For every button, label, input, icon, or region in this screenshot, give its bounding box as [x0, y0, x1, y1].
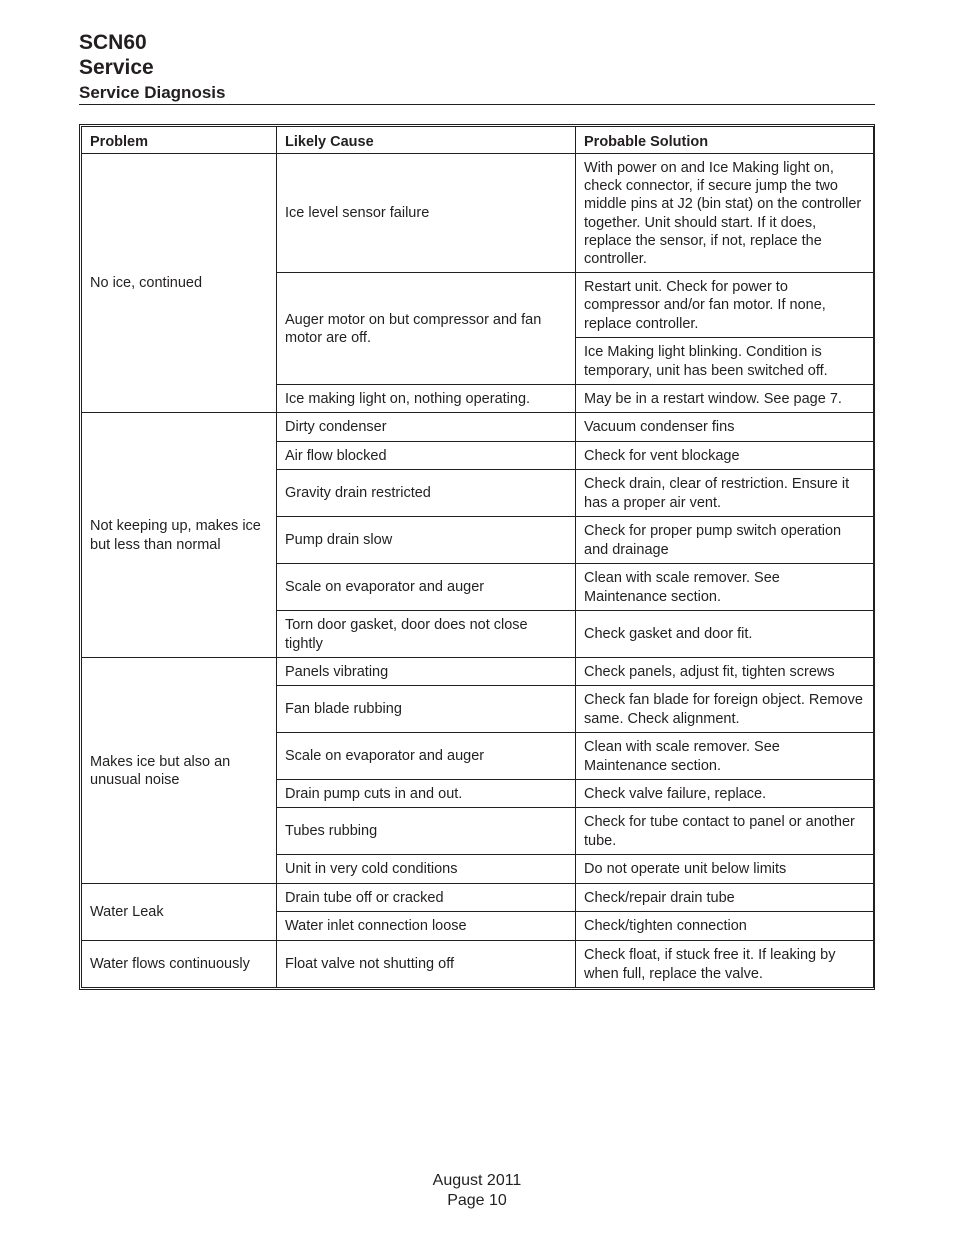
document-section: Service [79, 56, 154, 79]
column-header-cause: Likely Cause [277, 127, 576, 154]
probable-solution-cell: Clean with scale remover. See Maintenance section. [576, 733, 874, 780]
probable-solution-cell: Check gasket and door fit. [576, 611, 874, 658]
likely-cause-cell: Scale on evaporator and auger [277, 733, 576, 780]
probable-solution-cell: Clean with scale remover. See Maintenance section. [576, 564, 874, 611]
probable-solution-cell: Do not operate unit below limits [576, 855, 874, 884]
likely-cause-cell: Scale on evaporator and auger [277, 564, 576, 611]
probable-solution-cell: Check for proper pump switch operation and drainage [576, 517, 874, 564]
likely-cause-cell: Auger motor on but compressor and fan motor are off. [277, 273, 576, 385]
probable-solution-cell: Check panels, adjust fit, tighten screws [576, 658, 874, 686]
likely-cause-cell: Torn door gasket, door does not close tightly [277, 611, 576, 658]
likely-cause-cell: Drain tube off or cracked [277, 884, 576, 912]
column-header-solution: Probable Solution [576, 127, 874, 154]
likely-cause-cell: Air flow blocked [277, 442, 576, 470]
probable-solution-cell: Check valve failure, replace. [576, 780, 874, 808]
likely-cause-cell: Water inlet connection loose [277, 912, 576, 941]
problem-cell: No ice, continued [82, 154, 277, 413]
probable-solution-cell: Check/tighten connection [576, 912, 874, 941]
probable-solution-cell: Check/repair drain tube [576, 884, 874, 912]
probable-solution-cell: Ice Making light blinking. Condition is temporary, unit has been switched off. [576, 338, 874, 385]
likely-cause-cell: Pump drain slow [277, 517, 576, 564]
likely-cause-cell: Float valve not shutting off [277, 941, 576, 988]
document-model: SCN60 [79, 31, 147, 54]
probable-solution-cell: Check float, if stuck free it. If leaking by when full, replace the valve. [576, 941, 874, 988]
probable-solution-cell: Check fan blade for foreign object. Remove same. Check alignment. [576, 686, 874, 733]
table-row [82, 658, 874, 686]
likely-cause-cell: Ice making light on, nothing operating. [277, 385, 576, 413]
table-row [82, 154, 874, 273]
probable-solution-cell: With power on and Ice Making light on, check connector, if secure jump the two middle pins at J2 (bin stat) on the controller together. Unit should start. If it does, replace the sensor, if not, replace the controller. [576, 154, 874, 273]
probable-solution-cell: May be in a restart window. See page 7. [576, 385, 874, 413]
problem-cell: Not keeping up, makes ice but less than normal [82, 413, 277, 658]
problem-cell: Water flows continuously [82, 941, 277, 988]
problem-cell: Water Leak [82, 884, 277, 941]
diagnosis-table [81, 126, 874, 988]
footer-page-number: Page 10 [447, 1192, 507, 1209]
table-header-row [82, 127, 874, 154]
diagnosis-table-frame [79, 124, 875, 990]
probable-solution-cell: Check drain, clear of restriction. Ensure it has a proper air vent. [576, 470, 874, 517]
likely-cause-cell: Dirty condenser [277, 413, 576, 442]
likely-cause-cell: Tubes rubbing [277, 808, 576, 855]
document-subsection: Service Diagnosis [79, 83, 226, 102]
header-rule [79, 104, 875, 105]
table-row [82, 884, 874, 912]
footer-date: August 2011 [432, 1172, 522, 1189]
likely-cause-cell: Gravity drain restricted [277, 470, 576, 517]
probable-solution-cell: Vacuum condenser fins [576, 413, 874, 442]
likely-cause-cell: Ice level sensor failure [277, 154, 576, 273]
likely-cause-cell: Unit in very cold conditions [277, 855, 576, 884]
probable-solution-cell: Check for vent blockage [576, 442, 874, 470]
column-header-problem: Problem [82, 127, 277, 154]
problem-cell: Makes ice but also an unusual noise [82, 658, 277, 884]
likely-cause-cell: Panels vibrating [277, 658, 576, 686]
probable-solution-cell: Restart unit. Check for power to compressor and/or fan motor. If none, replace controller. [576, 273, 874, 338]
likely-cause-cell: Drain pump cuts in and out. [277, 780, 576, 808]
probable-solution-cell: Check for tube contact to panel or another tube. [576, 808, 874, 855]
table-row [82, 941, 874, 988]
likely-cause-cell: Fan blade rubbing [277, 686, 576, 733]
table-row [82, 413, 874, 442]
